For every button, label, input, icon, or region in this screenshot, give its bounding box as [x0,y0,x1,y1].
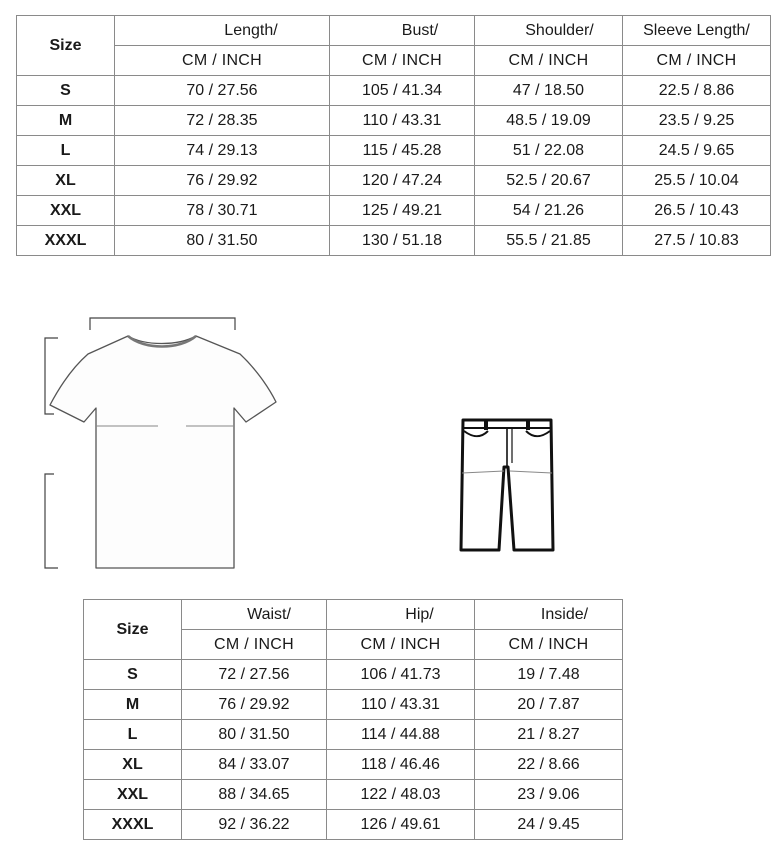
unit-label: CM / INCH [182,630,327,660]
unit-label: CM / INCH [475,630,623,660]
unit-label: CM / INCH [115,46,330,76]
length-value: 78 / 30.71 [115,196,330,226]
table-row [17,196,771,226]
hip-value: 106 / 41.73 [327,660,475,690]
bust-value: 115 / 45.28 [330,136,475,166]
shorts-icon [458,415,556,552]
shoulder-column-header: Shoulder/ [475,16,623,46]
waist-value: 72 / 27.56 [182,660,327,690]
size-cell: L [84,720,182,750]
table-row [84,660,623,690]
hip-column-header: Hip/ [327,600,475,630]
shoulder-value: 55.5 / 21.85 [475,226,623,256]
unit-label: CM / INCH [623,46,771,76]
waist-value: 80 / 31.50 [182,720,327,750]
sleeve-length-value: 23.5 / 9.25 [623,106,771,136]
size-cell: L [17,136,115,166]
table-row [17,106,771,136]
bust-value: 110 / 43.31 [330,106,475,136]
shoulder-value: 51 / 22.08 [475,136,623,166]
length-value: 80 / 31.50 [115,226,330,256]
table-row [17,226,771,256]
inside-value: 24 / 9.45 [475,810,623,840]
sleeve-length-value: 26.5 / 10.43 [623,196,771,226]
inside-value: 22 / 8.66 [475,750,623,780]
shoulder-value: 47 / 18.50 [475,76,623,106]
sleeve-length-value: 24.5 / 9.65 [623,136,771,166]
size-cell: XL [84,750,182,780]
hip-value: 114 / 44.88 [327,720,475,750]
bust-value: 130 / 51.18 [330,226,475,256]
size-cell: S [17,76,115,106]
table-row [84,810,623,840]
bust-value: 125 / 49.21 [330,196,475,226]
waist-column-header: Waist/ [182,600,327,630]
hip-value: 126 / 49.61 [327,810,475,840]
inside-value: 23 / 9.06 [475,780,623,810]
size-cell: M [17,106,115,136]
unit-label: CM / INCH [475,46,623,76]
waist-value: 76 / 29.92 [182,690,327,720]
sleeve-length-value: 27.5 / 10.83 [623,226,771,256]
inside-value: 20 / 7.87 [475,690,623,720]
unit-label: CM / INCH [327,630,475,660]
waist-value: 84 / 33.07 [182,750,327,780]
shoulder-value: 54 / 21.26 [475,196,623,226]
size-cell: XXXL [84,810,182,840]
size-cell: XXL [84,780,182,810]
inside-value: 21 / 8.27 [475,720,623,750]
tshirt-icon [40,310,285,575]
bottom-size-table [83,599,623,840]
sleeve-length-value: 25.5 / 10.04 [623,166,771,196]
bust-value: 105 / 41.34 [330,76,475,106]
waist-value: 88 / 34.65 [182,780,327,810]
table-row [84,780,623,810]
length-value: 70 / 27.56 [115,76,330,106]
table-row [17,76,771,106]
size-column-header: Size [17,16,115,76]
size-cell: XXXL [17,226,115,256]
unit-label: CM / INCH [330,46,475,76]
waist-value: 92 / 36.22 [182,810,327,840]
bust-column-header: Bust/ [330,16,475,46]
size-cell: M [84,690,182,720]
size-cell: XXL [17,196,115,226]
sleeve-length-value: 22.5 / 8.86 [623,76,771,106]
size-cell: XL [17,166,115,196]
shoulder-value: 48.5 / 19.09 [475,106,623,136]
table-row [17,166,771,196]
bust-value: 120 / 47.24 [330,166,475,196]
hip-value: 122 / 48.03 [327,780,475,810]
size-cell: S [84,660,182,690]
table-row [84,720,623,750]
inside-column-header: Inside/ [475,600,623,630]
shoulder-value: 52.5 / 20.67 [475,166,623,196]
length-column-header: Length/ [115,16,330,46]
sleeve-length-column-header: Sleeve Length/ [623,16,771,46]
length-value: 76 / 29.92 [115,166,330,196]
table-row [17,136,771,166]
hip-value: 118 / 46.46 [327,750,475,780]
table-row [84,750,623,780]
table-row [84,690,623,720]
inside-value: 19 / 7.48 [475,660,623,690]
top-size-table [16,15,771,256]
hip-value: 110 / 43.31 [327,690,475,720]
length-value: 74 / 29.13 [115,136,330,166]
length-value: 72 / 28.35 [115,106,330,136]
size-column-header: Size [84,600,182,660]
